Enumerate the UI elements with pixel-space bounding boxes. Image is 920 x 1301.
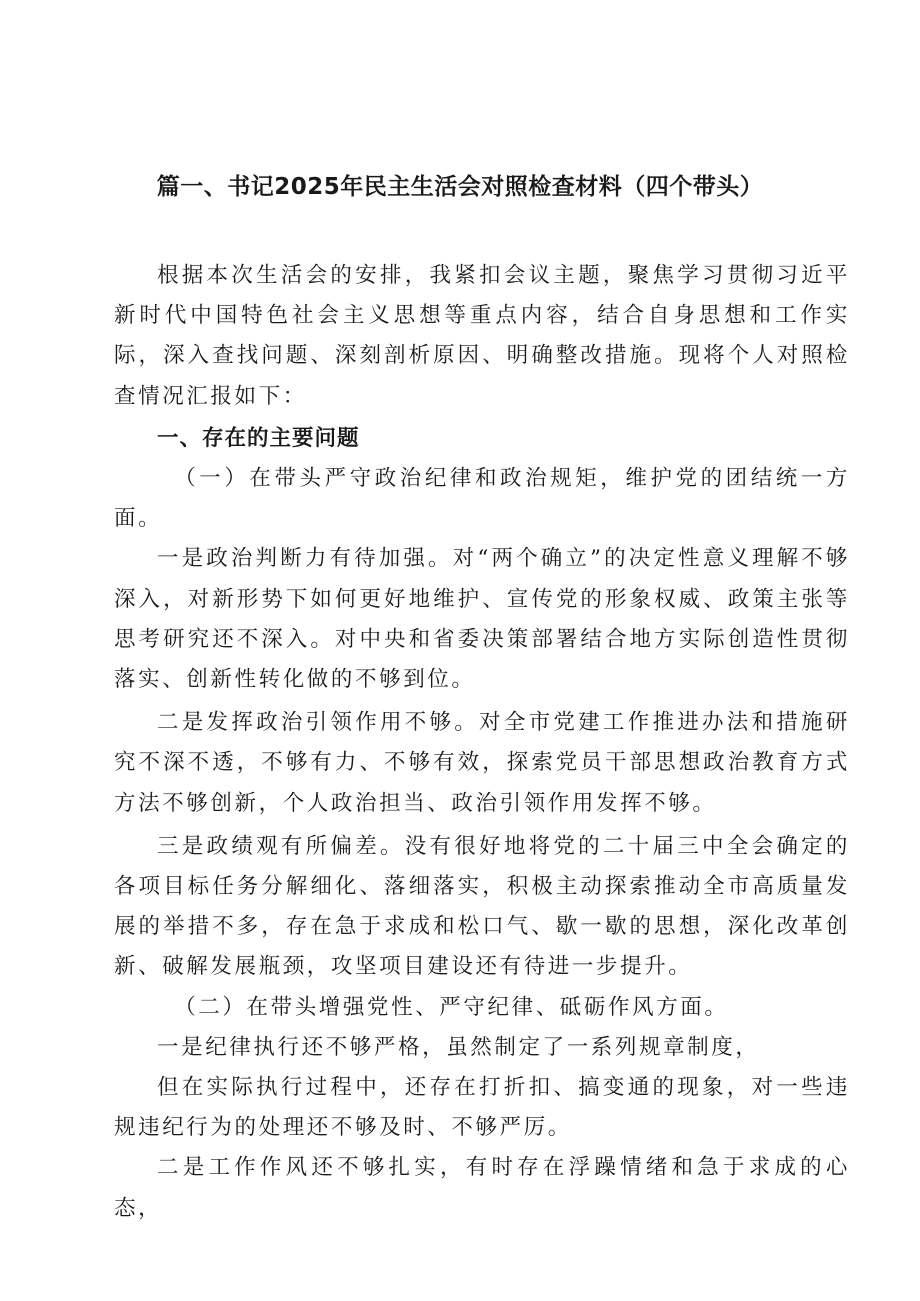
intro-paragraph: 根据本次生活会的安排，我紧扣会议主题，聚焦学习贯彻习近平新时代中国特色社会主义思想等重点内容，结合自身思想和工作实际，深入查找问题、深刻剖析原因、明确整改措施。现将个人对照检查情况汇报如下： <box>114 263 850 409</box>
paragraph-problem-2-1b: 但在实际执行过程中，还存在打折扣、搞变通的现象，对一些违规违纪行为的处理还不够及时、不够严厉。 <box>114 1075 850 1141</box>
document-title: 篇一、书记2025年民主生活会对照检查材料（四个带头） <box>156 174 764 200</box>
subsection-heading-2: （二）在带头增强党性、严守纪律、砥砺作风方面。 <box>174 994 729 1020</box>
paragraph-problem-1-3: 三是政绩观有所偏差。没有很好地将党的二十届三中全会确定的各项目标任务分解细化、落细落实，积极主动探索推动全市高质量发展的举措不多，存在急于求成和松口气、歇一歇的思想，深化改革创新、破解发展瓶颈，攻坚项目建设还有待进一步提升。 <box>114 833 850 980</box>
section-heading-main-problems: 一、存在的主要问题 <box>157 425 360 451</box>
paragraph-problem-1-1: 一是政治判断力有待加强。对“两个确立”的决定性意义理解不够深入，对新形势下如何更好地维护、宣传党的形象权威、政策主张等思考研究还不深入。对中央和省委决策部署结合地方实际创造性贯彻落实、创新性转化做的不够到位。 <box>114 546 850 693</box>
subsection-heading-1: （一）在带头严守政治纪律和政治规矩，维护党的团结统一方面。 <box>114 466 850 532</box>
paragraph-problem-2-2: 二是工作作风还不够扎实，有时存在浮躁情绪和急于求成的心态， <box>114 1155 850 1221</box>
document-body <box>114 256 850 1229</box>
paragraph-problem-1-2: 二是发挥政治引领作用不够。对全市党建工作推进办法和措施研究不深不透，不够有力、不够有效，探索党员干部思想政治教育方式方法不够创新，个人政治担当、政治引领作用发挥不够。 <box>114 710 850 816</box>
paragraph-problem-2-1a: 一是纪律执行还不够严格，虽然制定了一系列规章制度， <box>157 1034 760 1060</box>
